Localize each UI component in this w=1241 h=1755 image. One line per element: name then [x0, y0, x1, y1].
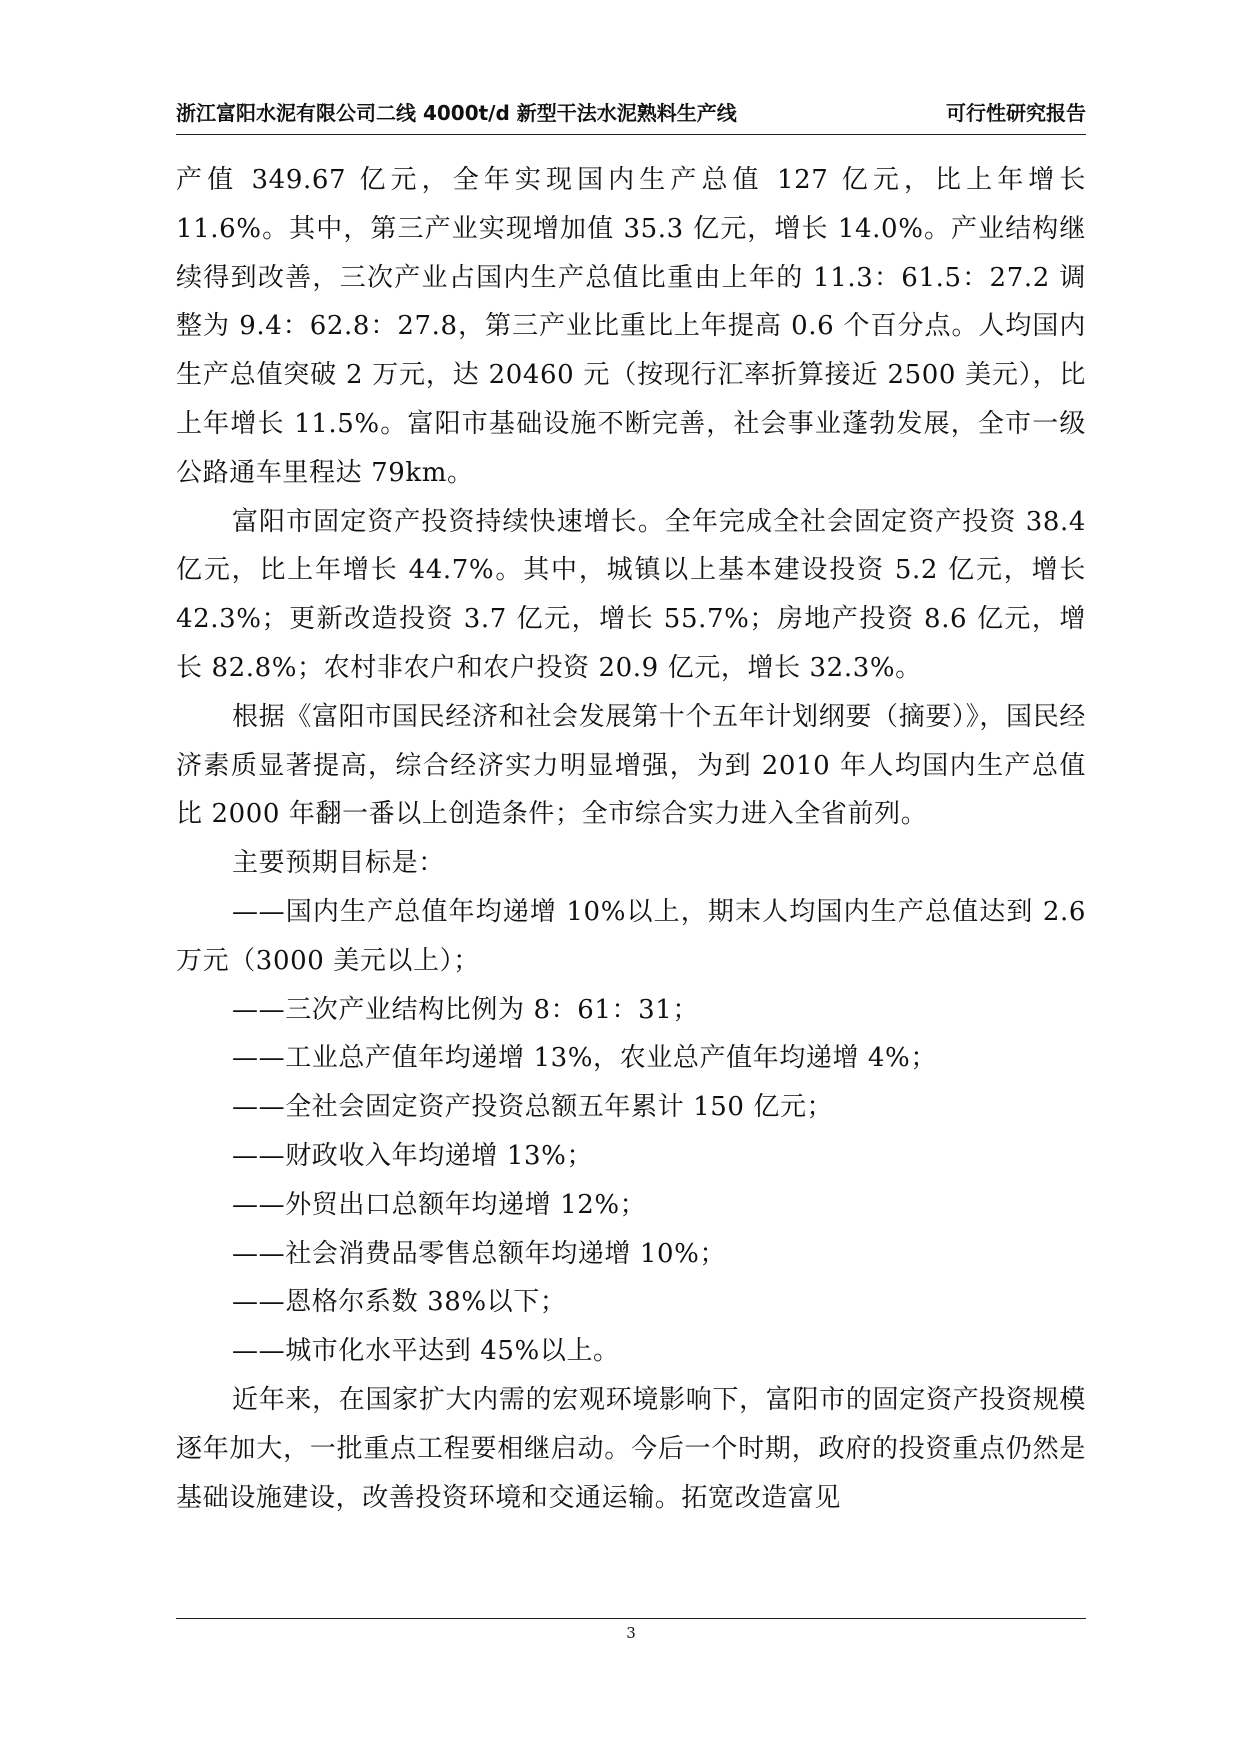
document-title: 浙江富阳水泥有限公司二线 4000t/d 新型干法水泥熟料生产线 [176, 101, 737, 125]
paragraph-recent-investment: 近年来，在国家扩大内需的宏观环境影响下，富阳市的固定资产投资规模逐年加大，一批重点工程要相继启动。今后一个时期，政府的投资重点仍然是基础设施建设，改善投资环境和交通运输。拓宽改造富见 [176, 1384, 1086, 1513]
paragraph-gdp: 产值 349.67 亿元，全年实现国内生产总值 127 亿元，比上年增长 11.6%。其中，第三产业实现增加值 35.3 亿元，增长 14.0%。产业结构继续得到改善，三次产业占国内生产总值比重由上年的 11.3：61.5：27.2 调整为 9.4：62.8：27.8，第三产业比重比上年提高 0.6 个百分点。人均国内生产总值突破 2 万元，达 20460 元（按现行汇率折算接近 2500 美元），比上年增长 11.5%。富阳市基础设施不断完善，社会事业蓬勃发展，全市一级公路通车里程达 79km。 [176, 165, 1086, 488]
paragraph-five-year-plan: 根据《富阳市国民经济和社会发展第十个五年计划纲要（摘要）》，国民经济素质显著提高，综合经济实力明显增强，为到 2010 年人均国内生产总值比 2000 年翻一番以上创造条件；全市综合实力进入全省前列。 [176, 701, 1086, 830]
target-item-engel-coefficient: ——恩格尔系数 38%以下； [232, 1287, 567, 1318]
report-type: 可行性研究报告 [946, 101, 1086, 125]
paragraph-targets-intro: 主要预期目标是： [232, 848, 445, 879]
target-item-gdp: ——国内生产总值年均递增 10%以上，期末人均国内生产总值达到 2.6 万元（3000 美元以上）； [176, 896, 1086, 976]
target-item-exports: ——外贸出口总额年均递增 12%； [232, 1189, 647, 1220]
target-item-investment-total: ——全社会固定资产投资总额五年累计 150 亿元； [232, 1092, 834, 1123]
page-number: 3 [626, 1624, 636, 1642]
document-body [176, 156, 1086, 1522]
target-item-urbanization: ——城市化水平达到 45%以上。 [232, 1336, 620, 1367]
paragraph-fixed-asset-investment: 富阳市固定资产投资持续快速增长。全年完成全社会固定资产投资 38.4 亿元，比上年增长 44.7%。其中，城镇以上基本建设投资 5.2 亿元，增长 42.3%；更新改造投资 3.7 亿元，增长 55.7%；房地产投资 8.6 亿元，增长 82.8%；农村非农户和农户投资 20.9 亿元，增长 32.3%。 [176, 506, 1086, 683]
page-header [176, 98, 1086, 135]
page-footer [176, 1618, 1086, 1643]
target-item-output-growth: ——工业总产值年均递增 13%，农业总产值年均递增 4%； [232, 1043, 937, 1074]
target-item-retail-sales: ——社会消费品零售总额年均递增 10%； [232, 1238, 727, 1269]
target-item-industry-structure: ——三次产业结构比例为 8：61：31； [232, 994, 699, 1025]
target-item-fiscal-revenue: ——财政收入年均递增 13%； [232, 1140, 594, 1171]
